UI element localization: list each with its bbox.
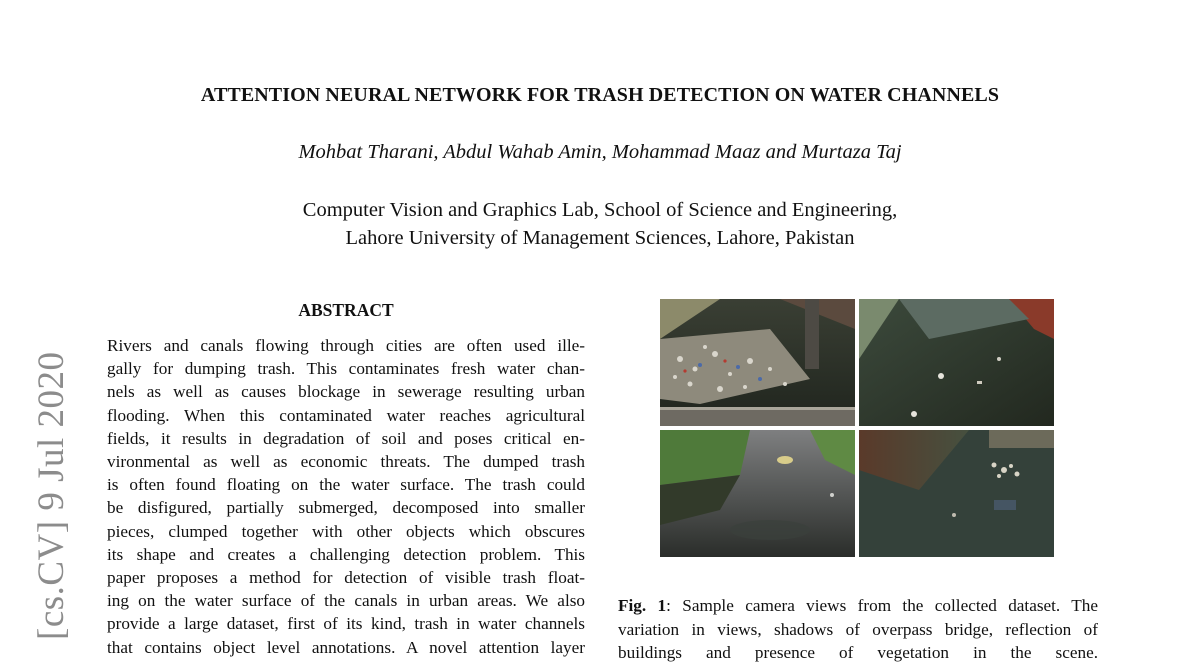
- caption-line: variation in views, shadows of overpass bridge, reflection of: [618, 619, 1098, 639]
- figure-1-image-grid: [660, 299, 1054, 557]
- abstract-heading: ABSTRACT: [298, 300, 394, 320]
- abstract-line: paper proposes a method for detection of visible trash float-: [107, 568, 585, 588]
- canal-photo-trash-pile: [660, 299, 855, 426]
- paper-title: ATTENTION NEURAL NETWORK FOR TRASH DETECTION ON WATER CHANNELS: [200, 84, 1000, 106]
- caption-text: : Sample camera views from the collected dataset. The: [666, 596, 1098, 615]
- abstract-line: be disfigured, partially submerged, decomposed into smaller: [107, 498, 585, 518]
- figure-1-caption: [618, 594, 1098, 665]
- abstract-line: Rivers and canals flowing through cities are often used ille-: [107, 336, 585, 355]
- paper-authors: Mohbat Tharani, Abdul Wahab Amin, Mohammad Maaz and Murtaza Taj: [298, 141, 902, 163]
- abstract-line: provide a large dataset, first of its kind, trash in water channels: [107, 614, 585, 634]
- abstract-line: gally for dumping trash. This contaminates fresh water chan-: [107, 359, 585, 379]
- canal-photo-vegetation: [660, 430, 855, 557]
- abstract-line: fields, it results in degradation of soil and poses critical en-: [107, 428, 585, 448]
- abstract-line: nels as well as causes blockage in sewerage resulting urban: [107, 382, 585, 402]
- figure-label: Fig. 1: [618, 596, 667, 615]
- arxiv-stamp: [cs.CV] 9 Jul 2020: [31, 351, 72, 640]
- abstract-line: vironmental as well as economic threats. The dumped trash: [107, 452, 585, 472]
- affiliation-line: Computer Vision and Graphics Lab, School of Science and Engineering,: [302, 199, 898, 221]
- affiliation-line: Lahore University of Management Sciences, Lahore, Pakistan: [345, 227, 855, 249]
- abstract-line: flooding. When this contaminated water reaches agricultural: [107, 405, 585, 425]
- caption-line: [618, 594, 1098, 618]
- abstract-line: is often found floating on the water surface. The trash could: [107, 475, 585, 495]
- abstract-line: ing on the water surface of the canals in urban areas. We also: [107, 591, 585, 611]
- abstract-line: pieces, clumped together with other objects which obscures: [107, 521, 585, 541]
- caption-line: buildings and presence of vegetation in the scene.: [618, 643, 1098, 662]
- paper-affiliation: [0, 196, 1200, 252]
- abstract-line: its shape and creates a challenging detection problem. This: [107, 544, 585, 564]
- abstract-body: [107, 334, 585, 659]
- canal-photo-dark-water: [859, 299, 1054, 426]
- abstract-line: that contains object level annotations. A novel attention layer: [107, 637, 585, 657]
- canal-photo-floating-debris: [859, 430, 1054, 557]
